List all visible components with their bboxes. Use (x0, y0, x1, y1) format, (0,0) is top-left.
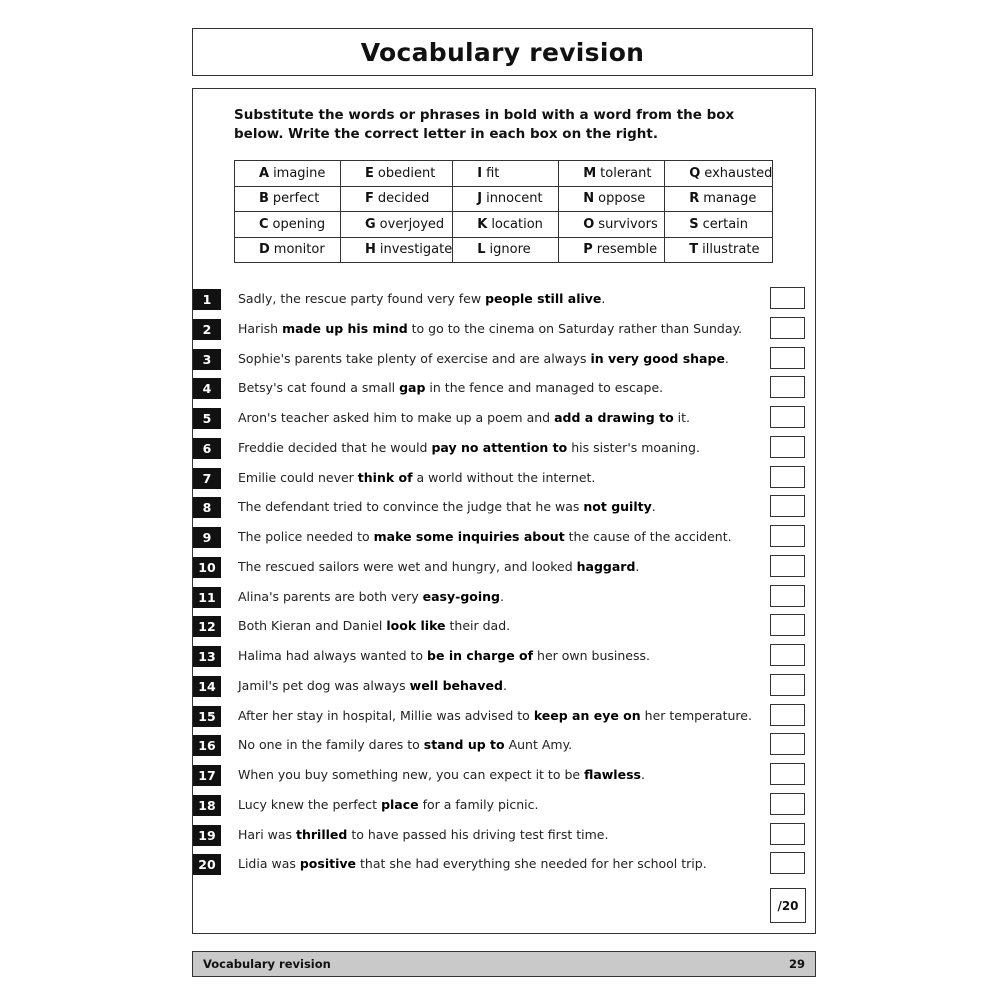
question-text-after: that she had everything she needed for her school trip. (356, 856, 707, 872)
word-box-cell (235, 212, 341, 238)
answer-box[interactable] (770, 495, 805, 517)
question-bold-phrase: make some inquiries about (373, 529, 565, 544)
question-text (238, 559, 639, 574)
word-option: ignore (489, 242, 531, 258)
question-bold-phrase: in very good shape (590, 350, 725, 366)
question-text-before: After her stay in hospital, Millie was advised to (238, 707, 534, 723)
question-text-before: The defendant tried to convince the judge that he was (238, 499, 584, 515)
question-number: 13 (193, 646, 221, 667)
word-letter: A (259, 165, 270, 181)
question-bold-phrase: add a drawing to (554, 410, 674, 425)
question-text-before: Lucy knew the perfect (238, 796, 382, 812)
question-text-after: to go to the cinema on Saturday rather than Sunday. (407, 320, 743, 336)
question-text-before: When you buy something new, you can expect it to be (238, 767, 585, 782)
word-letter: C (259, 216, 269, 232)
question-text-before: Betsy's cat found a small (238, 380, 400, 396)
question-text (238, 499, 656, 514)
question-number: 5 (193, 408, 221, 429)
question-text-after: . (724, 350, 729, 366)
question-row (193, 614, 813, 644)
word-option: exhausted (704, 165, 773, 181)
word-box-cell (235, 186, 341, 212)
word-option: illustrate (702, 242, 760, 258)
word-box-cell (665, 186, 773, 212)
answer-box[interactable] (770, 644, 805, 666)
word-box-cell (665, 161, 773, 187)
answer-box[interactable] (770, 823, 805, 845)
word-option: survivors (598, 216, 658, 232)
word-option: tolerant (600, 165, 652, 181)
question-text-before: Alina's parents are both very (238, 588, 423, 604)
question-text (238, 440, 700, 455)
question-text-after: . (500, 588, 504, 604)
word-option: decided (377, 191, 430, 207)
question-text (238, 410, 690, 425)
footer (192, 951, 816, 977)
word-box-cell (665, 212, 773, 238)
word-box-cell (559, 237, 665, 263)
question-bold-phrase: flawless (584, 767, 641, 782)
word-letter: J (477, 191, 483, 207)
question-number: 15 (193, 706, 221, 727)
question-list (193, 287, 813, 882)
question-text-before: The police needed to (238, 529, 374, 544)
word-letter: L (477, 242, 486, 258)
answer-box[interactable] (770, 525, 805, 547)
question-text-before: Harish (238, 320, 283, 336)
answer-box[interactable] (770, 347, 805, 369)
word-option: investigate (379, 242, 453, 258)
title-box (192, 28, 813, 76)
question-text-before: Hari was (238, 826, 297, 842)
question-number: 7 (193, 468, 221, 489)
question-number: 16 (193, 735, 221, 756)
word-option: overjoyed (379, 216, 445, 232)
word-option: perfect (272, 191, 320, 207)
question-text-after: a world without the internet. (412, 469, 596, 485)
word-letter: G (365, 216, 376, 232)
question-bold-phrase: people still alive (485, 291, 602, 306)
word-letter: N (583, 191, 595, 207)
word-box-cell (453, 237, 559, 263)
answer-box[interactable] (770, 466, 805, 488)
question-text-after: . (635, 558, 640, 574)
word-option: fit (486, 165, 500, 181)
question-text-before: Emilie could never (238, 469, 358, 485)
word-option: innocent (486, 191, 543, 207)
word-letter: D (259, 242, 270, 258)
question-number: 2 (193, 319, 221, 340)
word-box-cell (341, 186, 453, 212)
question-row (193, 763, 813, 793)
word-letter: M (583, 165, 597, 181)
answer-box[interactable] (770, 763, 805, 785)
word-letter: F (365, 191, 374, 207)
word-box-row (235, 237, 773, 263)
question-text-before: Freddie decided that he would (238, 439, 432, 455)
question-text-after: . (640, 767, 645, 782)
question-bold-phrase: gap (399, 380, 426, 396)
word-letter: P (583, 242, 593, 258)
question-row (193, 585, 813, 615)
word-box-row (235, 212, 773, 238)
question-text-before: The rescued sailors were wet and hungry, and looked (238, 558, 577, 574)
word-box-row (235, 186, 773, 212)
question-row (193, 347, 813, 377)
answer-box[interactable] (770, 614, 805, 636)
word-letter: O (583, 216, 595, 232)
question-text-after: their dad. (445, 618, 511, 634)
answer-box[interactable] (770, 376, 805, 398)
answer-box[interactable] (770, 555, 805, 577)
question-row (193, 733, 813, 763)
word-letter: Q (689, 165, 701, 181)
question-bold-phrase: positive (299, 856, 357, 872)
word-option: resemble (596, 242, 658, 258)
question-row (193, 793, 813, 823)
question-text (238, 380, 663, 395)
question-text-before: Sophie's parents take plenty of exercise and are always (238, 350, 591, 366)
answer-box[interactable] (770, 733, 805, 755)
question-text-before: Sadly, the rescue party found very few (238, 291, 486, 306)
question-row (193, 436, 813, 466)
word-box-cell (559, 186, 665, 212)
question-text-after: her temperature. (640, 707, 752, 723)
question-bold-phrase: made up his mind (282, 320, 408, 336)
question-bold-phrase: think of (357, 469, 413, 485)
answer-box[interactable] (770, 287, 805, 309)
question-text-before: Halima had always wanted to (238, 648, 428, 663)
question-text (238, 708, 752, 723)
word-box-cell (235, 237, 341, 263)
question-row (193, 525, 813, 555)
question-text (238, 827, 608, 842)
word-letter: K (477, 216, 488, 232)
question-text (238, 856, 707, 871)
question-text-after: his sister's moaning. (567, 439, 700, 455)
answer-box[interactable] (770, 585, 805, 607)
score-box: /20 (770, 888, 806, 923)
question-text-before: Lidia was (238, 856, 300, 872)
question-text-after: for a family picnic. (418, 796, 539, 812)
answer-box[interactable] (770, 674, 805, 696)
page-number: 29 (788, 957, 805, 971)
question-text-after: her own business. (533, 648, 650, 663)
question-row (193, 555, 813, 585)
question-text (238, 589, 504, 604)
question-number: 8 (193, 497, 221, 518)
question-bold-phrase: well behaved (409, 677, 503, 693)
question-number: 19 (193, 825, 221, 846)
question-row (193, 852, 813, 882)
answer-box[interactable] (770, 793, 805, 815)
word-option: location (491, 216, 543, 232)
question-number: 20 (193, 854, 221, 875)
question-row (193, 317, 813, 347)
word-box-cell (453, 186, 559, 212)
question-row (193, 704, 813, 734)
word-letter: H (365, 242, 376, 258)
question-text-after: . (502, 677, 507, 693)
word-box-row (235, 161, 773, 187)
question-bold-phrase: stand up to (423, 737, 505, 753)
word-box (234, 160, 773, 263)
question-bold-phrase: pay no attention to (431, 439, 568, 455)
question-text (238, 767, 645, 782)
question-number: 17 (193, 765, 221, 786)
answer-box[interactable] (770, 406, 805, 428)
word-letter: I (477, 165, 483, 181)
word-box-cell (341, 212, 453, 238)
question-number: 1 (193, 289, 221, 310)
question-text-after: . (651, 499, 656, 515)
question-number: 12 (193, 616, 221, 637)
question-number: 3 (193, 349, 221, 370)
question-text (238, 351, 729, 366)
question-bold-phrase: thrilled (296, 826, 348, 842)
question-bold-phrase: be in charge of (427, 648, 534, 663)
word-box-cell (235, 161, 341, 187)
word-option: imagine (273, 165, 326, 181)
question-number: 18 (193, 795, 221, 816)
word-box-cell (559, 161, 665, 187)
word-letter: T (689, 242, 699, 258)
question-text (238, 470, 595, 485)
question-number: 4 (193, 378, 221, 399)
question-number: 10 (193, 557, 221, 578)
answer-box[interactable] (770, 317, 805, 339)
question-row (193, 287, 813, 317)
question-text-after: Aunt Amy. (504, 737, 573, 753)
question-bold-phrase: haggard (576, 558, 636, 574)
question-text-after: it. (673, 410, 691, 425)
answer-box[interactable] (770, 436, 805, 458)
question-row (193, 406, 813, 436)
instructions: Substitute the words or phrases in bold with a word from the box below. Write the correct letter in each box on the right. (234, 107, 735, 142)
question-text-before: Both Kieran and Daniel (238, 618, 387, 634)
question-bold-phrase: easy-going (422, 588, 500, 604)
question-text-after: to have passed his driving test first time. (347, 826, 609, 842)
question-text (238, 321, 742, 336)
question-number: 11 (193, 587, 221, 608)
word-option: obedient (377, 165, 436, 181)
question-text-before: Aron's teacher asked him to make up a poem and (238, 410, 555, 425)
question-text-after: in the fence and managed to escape. (425, 380, 664, 396)
question-text-after: . (601, 291, 606, 306)
word-letter: R (689, 191, 700, 207)
question-text (238, 291, 605, 306)
question-text (238, 797, 538, 812)
word-box-cell (665, 237, 773, 263)
question-row (193, 823, 813, 853)
answer-box[interactable] (770, 852, 805, 874)
question-row (193, 644, 813, 674)
word-letter: E (365, 165, 374, 181)
answer-box[interactable] (770, 704, 805, 726)
question-row (193, 674, 813, 704)
word-box-cell (453, 161, 559, 187)
word-option: oppose (598, 191, 646, 207)
word-option: opening (272, 216, 326, 232)
question-text (238, 648, 650, 663)
question-text (238, 529, 732, 544)
word-box-cell (341, 237, 453, 263)
word-box-cell (341, 161, 453, 187)
question-text (238, 737, 572, 752)
word-box-cell (453, 212, 559, 238)
word-letter: B (259, 191, 269, 207)
question-bold-phrase: not guilty (583, 499, 652, 515)
question-number: 6 (193, 438, 221, 459)
question-number: 9 (193, 527, 221, 548)
word-option: monitor (273, 242, 325, 258)
question-bold-phrase: place (381, 796, 419, 812)
question-number: 14 (193, 676, 221, 697)
question-row (193, 466, 813, 496)
footer-label: Vocabulary revision (203, 957, 331, 971)
question-row (193, 495, 813, 525)
word-letter: S (689, 216, 699, 232)
question-row (193, 376, 813, 406)
word-box-cell (559, 212, 665, 238)
question-bold-phrase: keep an eye on (533, 707, 641, 723)
question-text-after: the cause of the accident. (564, 529, 732, 544)
question-text (238, 678, 507, 693)
question-text-before: No one in the family dares to (238, 737, 424, 753)
word-option: certain (702, 216, 749, 232)
question-text (238, 618, 510, 633)
page-title: Vocabulary revision (360, 37, 645, 67)
word-option: manage (703, 191, 757, 207)
question-text-before: Jamil's pet dog was always (238, 677, 410, 693)
question-bold-phrase: look like (386, 618, 446, 634)
